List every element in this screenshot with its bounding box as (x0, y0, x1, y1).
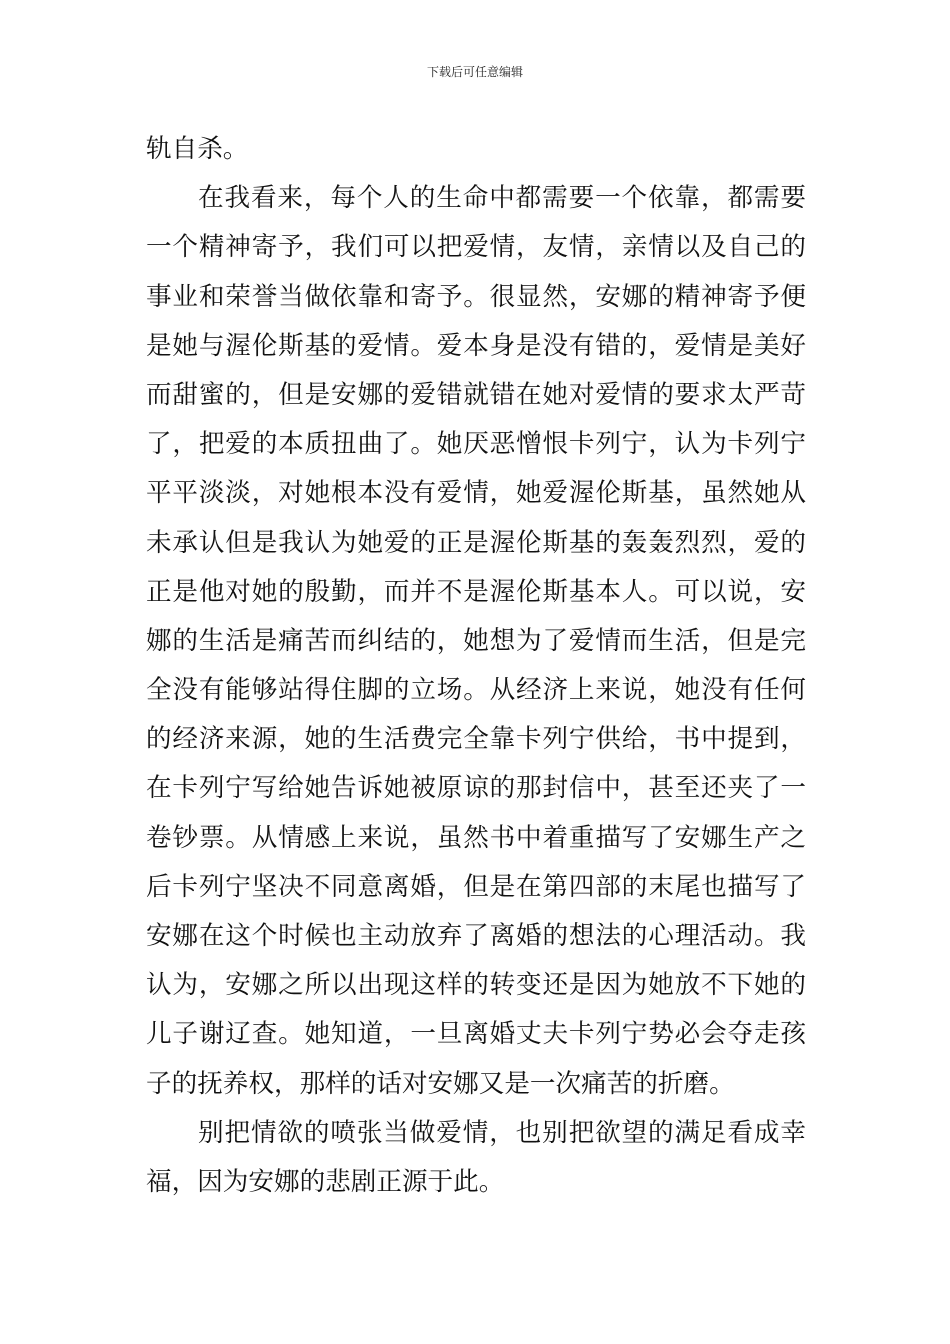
text-line: 儿子谢辽查。她知道，一旦离婚丈夫卡列宁势必会夺走孩 (146, 1019, 806, 1050)
text-line: 了，把爱的本质扭曲了。她厌恶憎恨卡列宁，认为卡列宁 (146, 429, 806, 460)
text-line: 娜的生活是痛苦而纠结的，她想为了爱情而生活，但是完 (146, 625, 806, 656)
text-line: 的经济来源，她的生活费完全靠卡列宁供给，书中提到， (146, 724, 806, 755)
text-line: 子的抚养权，那样的话对安娜又是一次痛苦的折磨。 (146, 1068, 735, 1099)
text-line: 卷钞票。从情感上来说，虽然书中着重描写了安娜生产之 (146, 822, 806, 853)
text-line: 安娜在这个时候也主动放弃了离婚的想法的心理活动。我 (146, 921, 806, 951)
text-line: 平平淡淡，对她根本没有爱情，她爱渥伦斯基，虽然她从 (146, 478, 806, 509)
text-line: 正是他对她的殷勤，而并不是渥伦斯基本人。可以说，安 (146, 576, 806, 607)
text-line: 福，因为安娜的悲剧正源于此。 (146, 1166, 505, 1197)
text-line: 而甜蜜的，但是安娜的爱错就错在她对爱情的要求太严苛 (146, 379, 806, 410)
text-line: 后卡列宁坚决不同意离婚，但是在第四部的末尾也描写了 (146, 871, 806, 902)
text-line: 一个精神寄予，我们可以把爱情，友情，亲情以及自己的 (146, 232, 806, 263)
text-line: 轨自杀。 (146, 134, 249, 164)
text-line: 认为，安娜之所以出现这样的转变还是因为她放不下她的 (146, 970, 806, 1001)
text-line: 是她与渥伦斯基的爱情。爱本身是没有错的，爱情是美好 (146, 330, 806, 361)
page-header: 下载后可任意编辑 (426, 65, 523, 79)
body-text (146, 125, 806, 1207)
text-line: 未承认但是我认为她爱的正是渥伦斯基的轰轰烈烈，爱的 (146, 527, 806, 558)
text-line: 全没有能够站得住脚的立场。从经济上来说，她没有任何 (146, 675, 806, 706)
text-line: 事业和荣誉当做依靠和寄予。很显然，安娜的精神寄予便 (146, 281, 806, 312)
text-line: 在我看来，每个人的生命中都需要一个依靠，都需要 (198, 183, 806, 214)
text-line: 别把情欲的喷张当做爱情，也别把欲望的满足看成幸 (198, 1117, 806, 1148)
text-line: 在卡列宁写给她告诉她被原谅的那封信中，甚至还夹了一 (146, 773, 806, 804)
